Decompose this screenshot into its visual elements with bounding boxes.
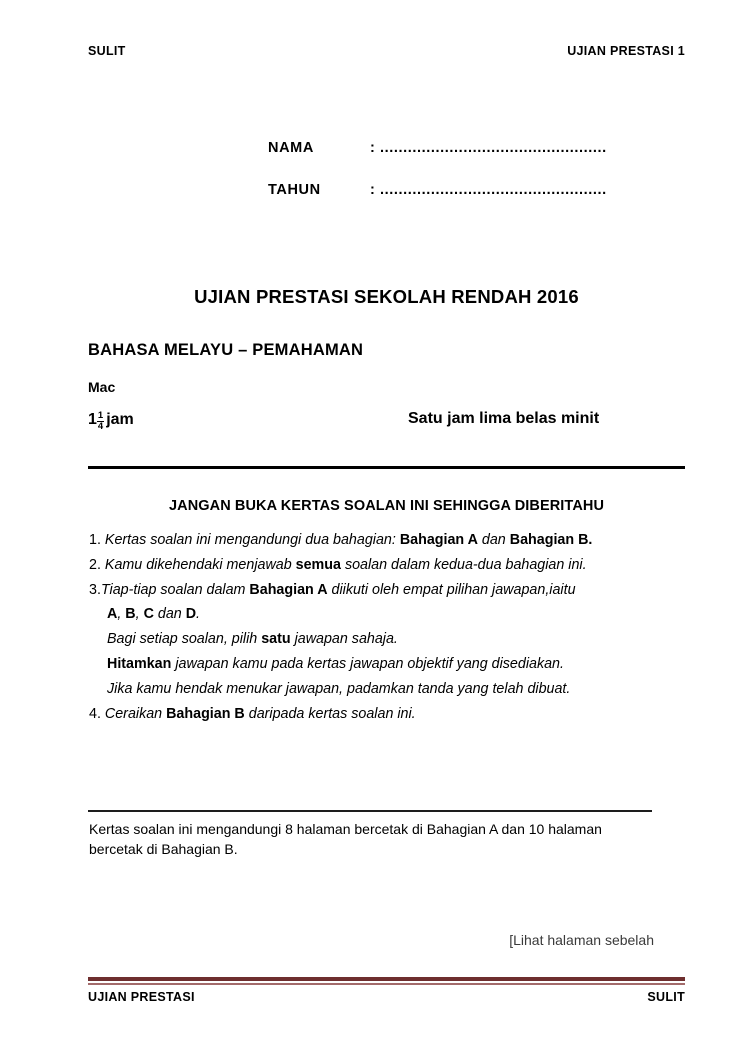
instruction-text-run: diikuti oleh empat pilihan jawapan,iaitu bbox=[327, 581, 576, 598]
instruction-text-run: , bbox=[135, 606, 144, 623]
page-footer bbox=[88, 990, 685, 1004]
header-left-label: SULIT bbox=[88, 44, 126, 58]
duration-unit: jam bbox=[106, 411, 134, 429]
duration-whole-number: 1 bbox=[88, 411, 97, 429]
header-right-label: UJIAN PRESTASI 1 bbox=[567, 44, 685, 58]
instruction-number: 4. bbox=[89, 705, 101, 722]
page-header bbox=[88, 44, 685, 58]
instruction-text-run: daripada kertas soalan ini. bbox=[244, 705, 416, 722]
instruction-text-run: Bagi setiap soalan, pilih bbox=[107, 631, 262, 648]
instruction-text-run: Ceraikan bbox=[100, 705, 167, 722]
fraction-numerator: 1 bbox=[97, 410, 104, 421]
instruction-number: 3. bbox=[89, 581, 101, 598]
page-count-note: Kertas soalan ini mengandungi 8 halaman bercetak di Bahagian A dan 10 halaman bercetak di Bahagian B. bbox=[89, 821, 602, 857]
instruction-text-run: Bahagian A bbox=[399, 532, 478, 548]
instruction-text-run: jawapan kamu pada kertas jawapan objektif yang disediakan. bbox=[171, 655, 564, 672]
instruction-text-run: A bbox=[107, 606, 118, 623]
duration-words: Satu jam lima belas minit bbox=[408, 410, 600, 427]
instructions-list bbox=[89, 533, 689, 731]
field-row-tahun bbox=[268, 182, 688, 198]
instruction-line bbox=[89, 707, 689, 721]
nama-input-line[interactable]: ................................................. bbox=[380, 141, 607, 156]
instruction-line bbox=[89, 657, 689, 671]
field-row-nama bbox=[268, 140, 688, 156]
instruction-text-run: Hitamkan bbox=[107, 655, 172, 672]
instruction-line bbox=[89, 607, 689, 621]
instruction-text-run: soalan dalam kedua-dua bahagian ini. bbox=[340, 556, 587, 573]
duration-fraction bbox=[97, 411, 104, 431]
instruction-text-run: dan bbox=[477, 532, 510, 548]
instruction-line bbox=[89, 583, 689, 597]
duration-numeric bbox=[88, 410, 134, 430]
instruction-text-run: Bahagian B bbox=[166, 705, 245, 722]
divider-thick bbox=[88, 466, 685, 469]
duration-row bbox=[88, 410, 685, 430]
instruction-text-run: Tiap-tiap soalan dalam bbox=[100, 581, 250, 598]
footer-divider-light bbox=[88, 983, 685, 985]
fraction-denominator: 4 bbox=[97, 420, 104, 432]
instruction-text-run: , bbox=[117, 606, 126, 623]
instruction-number: 2. bbox=[89, 556, 101, 573]
instruction-text-run: D bbox=[185, 606, 197, 623]
instruction-text-run: Bahagian B. bbox=[509, 532, 593, 548]
tahun-colon: : bbox=[370, 182, 375, 198]
instruction-text-run: . bbox=[196, 606, 201, 623]
footer-left-label: UJIAN PRESTASI bbox=[88, 990, 195, 1004]
footer-divider-dark bbox=[88, 977, 685, 981]
instruction-line bbox=[89, 682, 689, 696]
instruction-text-run: Jika kamu hendak menukar jawapan, padamkan tanda yang telah dibuat. bbox=[107, 680, 571, 697]
instruction-text-run: dan bbox=[153, 606, 186, 623]
instruction-text-run: Kertas soalan ini mengandungi dua bahagian: bbox=[100, 532, 400, 548]
instruction-text-run: jawapan sahaja. bbox=[290, 631, 398, 648]
instruction-number: 1. bbox=[89, 532, 101, 548]
instruction-line bbox=[89, 632, 689, 646]
page-title: UJIAN PRESTASI SEKOLAH RENDAH 2016 bbox=[194, 286, 579, 307]
nama-label: NAMA bbox=[268, 140, 314, 156]
instruction-text-run: Kamu dikehendaki menjawab bbox=[100, 556, 296, 573]
footer-right-label: SULIT bbox=[647, 990, 685, 1004]
exam-month: Mac bbox=[88, 379, 116, 395]
instruction-text-run: Bahagian A bbox=[249, 581, 328, 598]
instruction-text-run: semua bbox=[295, 556, 341, 573]
instruction-text-run: B bbox=[125, 606, 136, 623]
instruction-line bbox=[89, 558, 689, 572]
instruction-text-run: satu bbox=[261, 631, 291, 648]
see-next-page-note: [Lihat halaman sebelah bbox=[509, 932, 654, 948]
divider-thin bbox=[88, 810, 652, 812]
candidate-fields bbox=[268, 140, 688, 224]
instructions-heading: JANGAN BUKA KERTAS SOALAN INI SEHINGGA DIBERITAHU bbox=[168, 498, 605, 514]
nama-colon: : bbox=[370, 140, 375, 156]
instruction-line bbox=[89, 533, 689, 547]
subject-title: BAHASA MELAYU – PEMAHAMAN bbox=[88, 341, 364, 359]
tahun-label: TAHUN bbox=[268, 182, 321, 198]
tahun-input-line[interactable]: ................................................. bbox=[380, 183, 607, 198]
instruction-text-run: C bbox=[143, 606, 154, 623]
